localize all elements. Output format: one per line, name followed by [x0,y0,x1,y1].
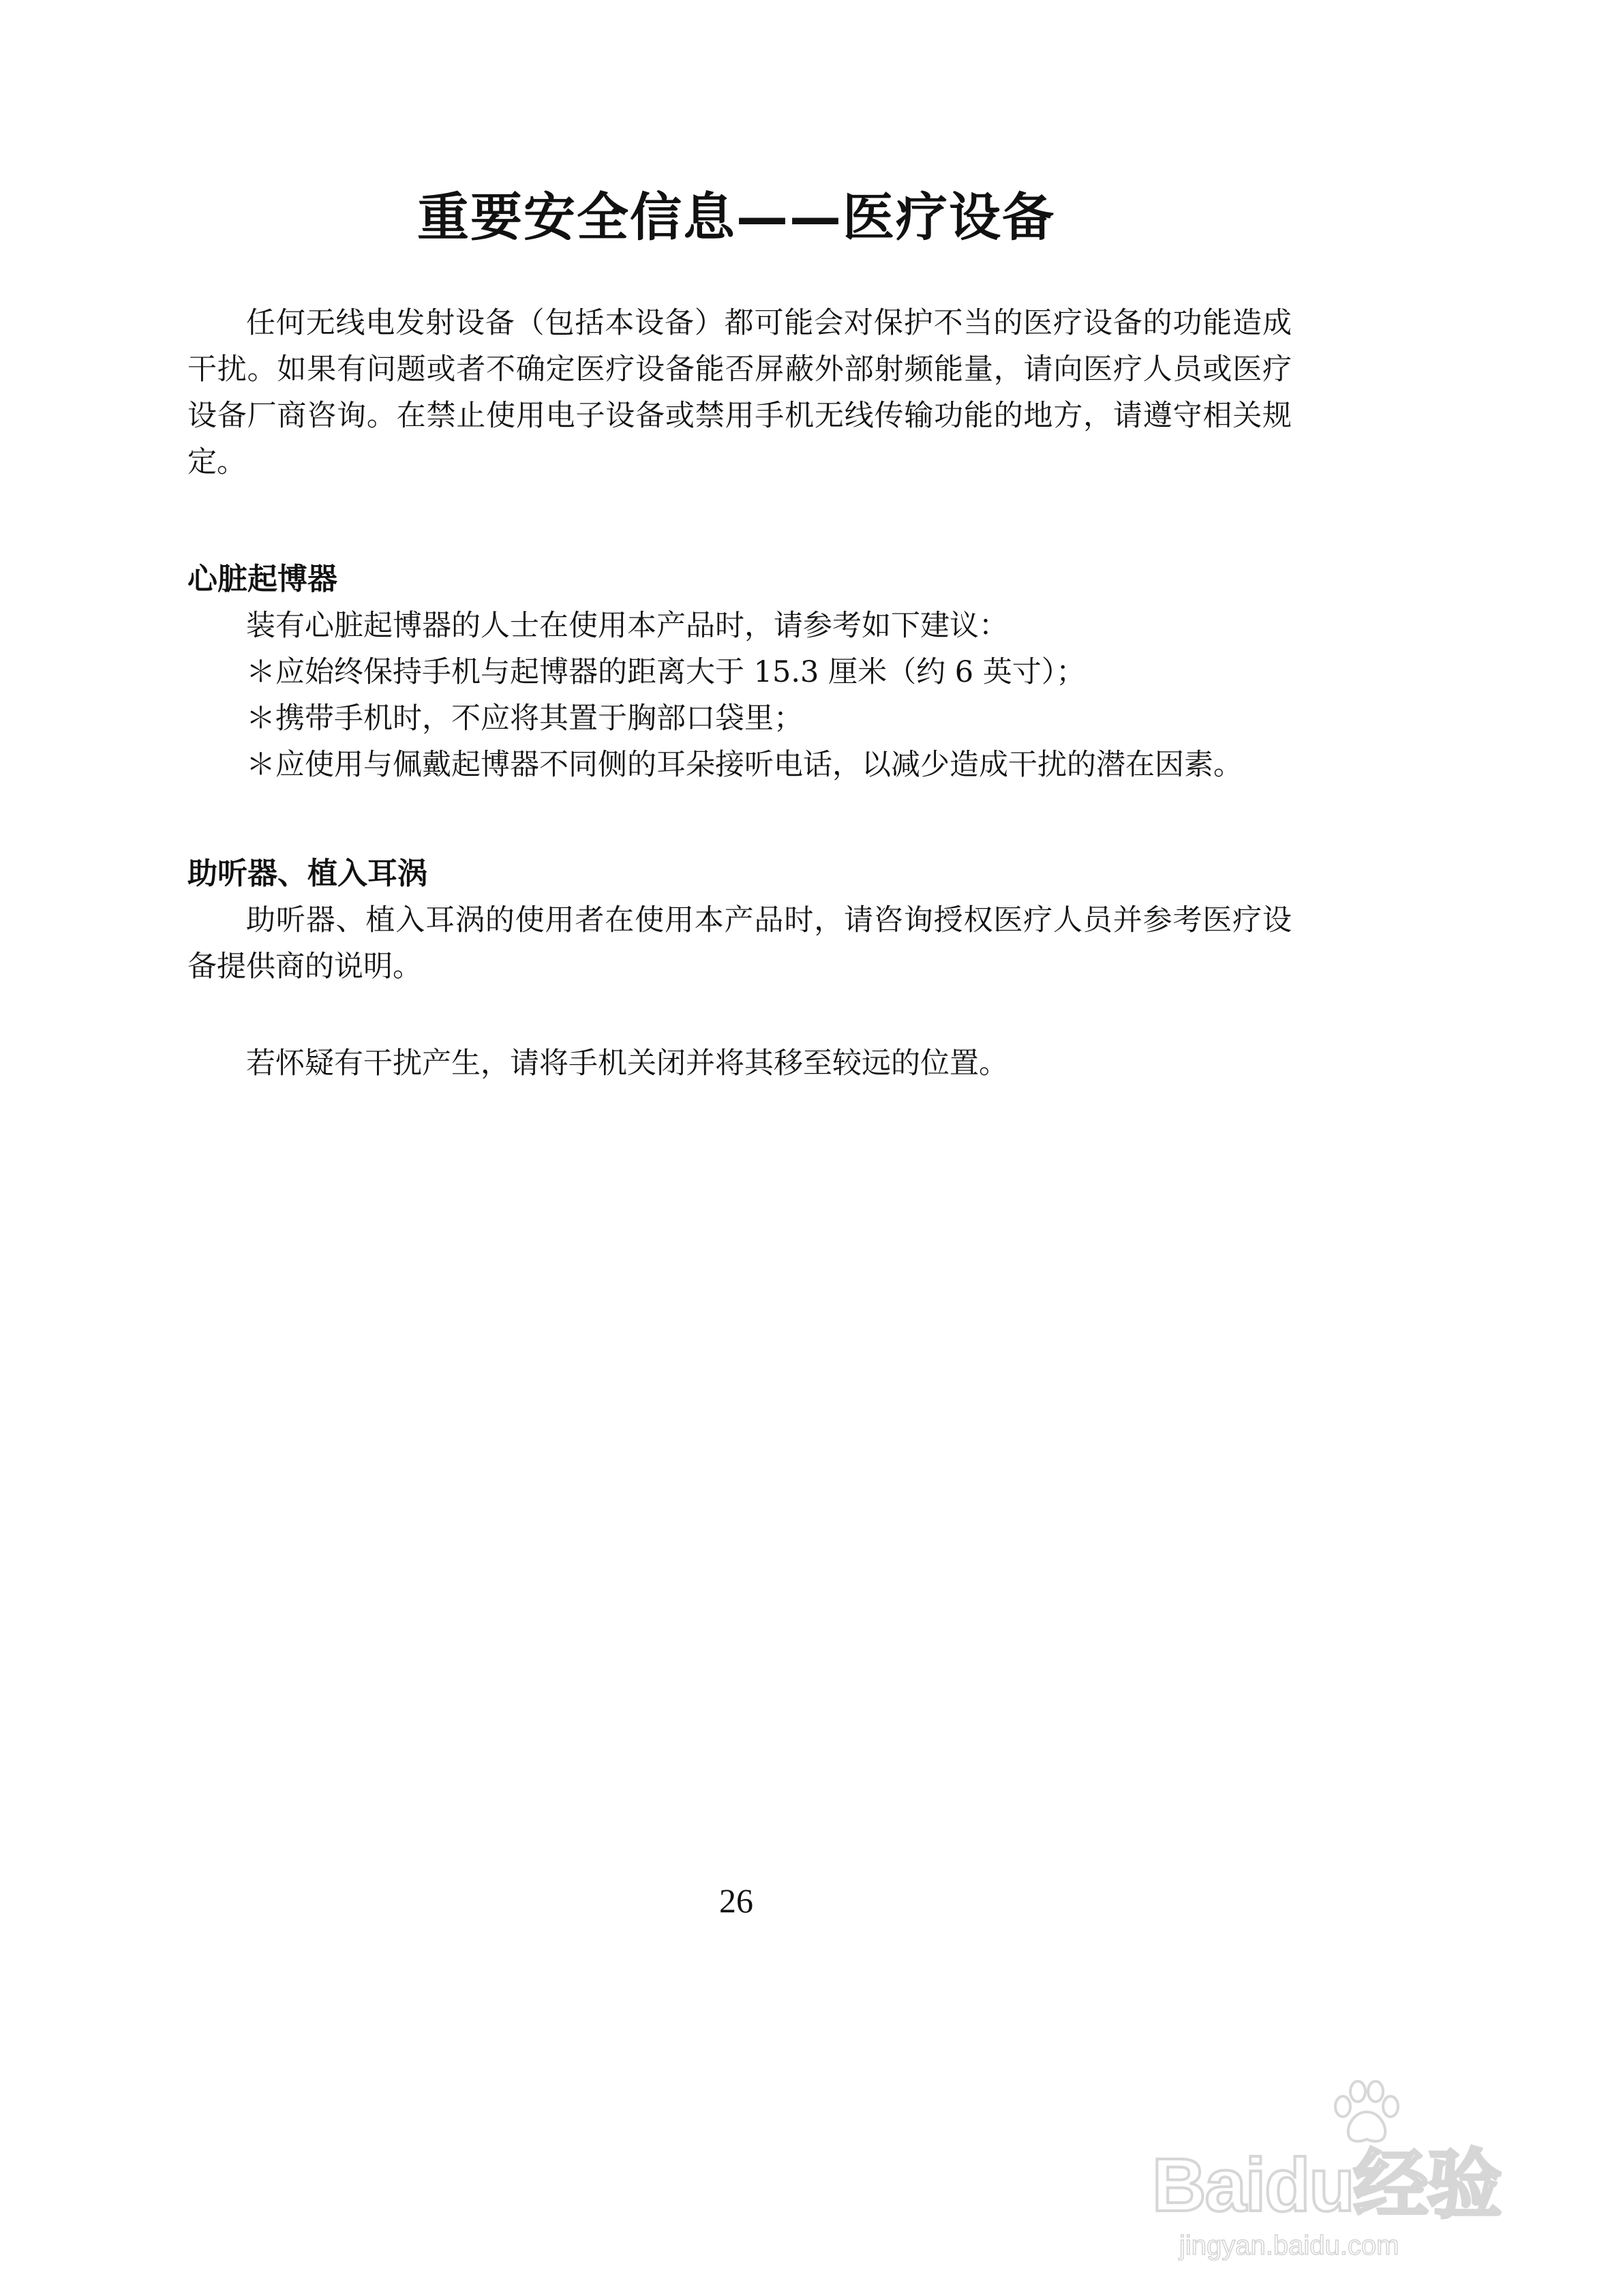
baidu-jingyan-watermark [1152,2079,1534,2261]
page-content [187,300,1292,1087]
page-title: 重要安全信息——医疗设备 [417,186,1055,247]
spacer [187,990,1292,1040]
pacemaker-intro: 装有心脏起博器的人士在使用本产品时，请参考如下建议： [246,609,1008,643]
pacemaker-heading: 心脏起博器 [187,562,337,596]
watermark-url: jingyan.baidu.com [1179,2231,1399,2261]
page-number: 26 [719,1882,753,1920]
pacemaker-bullet-3: ＊应使用与佩戴起博器不同侧的耳朵接听电话，以减少造成干扰的潜在因素。 [246,748,1243,782]
hearing-aids-paragraph: 助听器、植入耳涡的使用者在使用本产品时，请咨询授权医疗人员并参考医疗设备提供商的说明。 [187,903,1292,984]
intro-paragraph: 任何无线电发射设备（包括本设备）都可能会对保护不当的医疗设备的功能造成干扰。如果有问题或者不确定医疗设备能否屏蔽外部射频能量，请向医疗人员或医疗设备厂商咨询。在禁止使用电子设备或禁用手机无线传输功能的地方，请遵守相关规定。 [187,306,1292,479]
spacer [187,788,1292,851]
pacemaker-bullet-2: ＊携带手机时，不应将其置于胸部口袋里； [246,701,803,736]
pacemaker-bullet-1: ＊应始终保持手机与起博器的距离大于 15.3 厘米（约 6 英寸）； [246,655,1086,689]
closing-paragraph: 若怀疑有干扰产生，请将手机关闭并将其移至较远的位置。 [246,1046,1008,1081]
spacer [187,485,1292,556]
hearing-aids-heading: 助听器、植入耳涡 [187,856,427,891]
paw-icon [1329,2079,1404,2147]
watermark-logo: Baidu经验 [1152,2143,1501,2227]
